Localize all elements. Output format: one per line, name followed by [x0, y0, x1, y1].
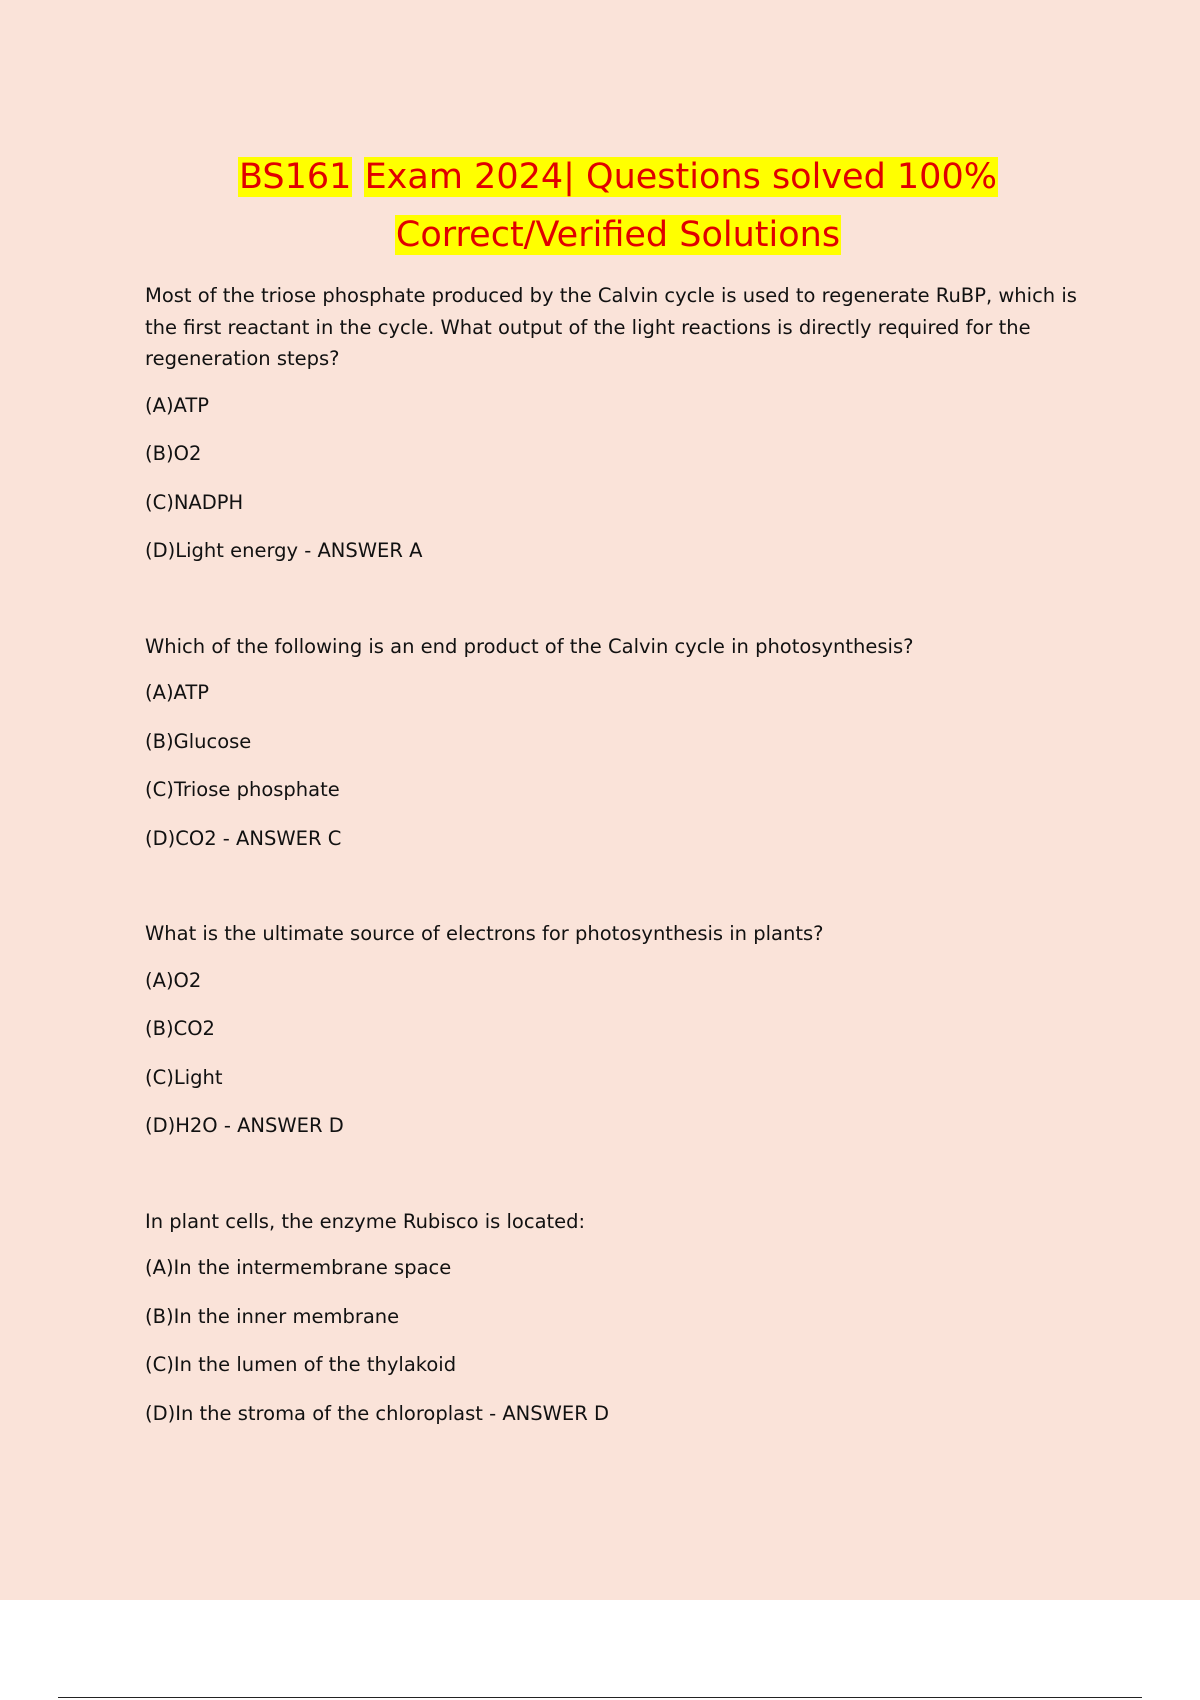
question-spacer: [145, 584, 1095, 631]
title-line-2: [0, 206, 1200, 264]
title-solutions-text: Correct/Verified Solutions: [395, 215, 841, 255]
option-d-answer: (D)In the stroma of the chloroplast - ANSWER D: [145, 1401, 610, 1425]
option-a: (A)In the intermembrane space: [145, 1256, 452, 1279]
question-text: What is the ultimate source of electrons for photosynthesis in plants?: [145, 922, 824, 945]
option-a: (A)ATP: [145, 681, 210, 704]
question-4: [145, 1206, 1095, 1430]
title-line-1: [0, 148, 1200, 206]
option-b: (B)CO2: [145, 1017, 215, 1040]
option-a: (A)ATP: [145, 393, 210, 417]
question-text: In plant cells, the enzyme Rubisco is located:: [145, 1209, 586, 1233]
option-c: (C)Light: [145, 1065, 223, 1089]
option-c: (C)NADPH: [145, 490, 244, 514]
option-c: (C)Triose phosphate: [145, 778, 340, 801]
question-text: Which of the following is an end product of the Calvin cycle in photosynthesis?: [145, 634, 914, 658]
option-a: (A)O2: [145, 968, 202, 992]
document-title: [0, 148, 1200, 264]
question-1: [145, 280, 1095, 567]
question-spacer: [145, 1159, 1095, 1206]
option-b: (B)O2: [145, 442, 202, 465]
footer-divider: [58, 1697, 1142, 1698]
option-d-answer: (D)CO2 - ANSWER C: [145, 826, 342, 850]
question-text: Most of the triose phosphate produced by the Calvin cycle is used to regenerate RuBP, which is the first reactant in the cycle. What output of the light reactions is directly required for the regeneration steps?: [145, 284, 1077, 370]
question-2: [145, 631, 1095, 855]
title-course-code: BS161: [239, 157, 352, 197]
title-exam-text: Exam 2024| Questions solved 100%: [364, 157, 997, 197]
option-d-answer: (D)Light energy - ANSWER A: [145, 539, 423, 562]
option-b: (B)In the inner membrane: [145, 1304, 400, 1328]
option-d-answer: (D)H2O - ANSWER D: [145, 1114, 344, 1137]
question-3: [145, 918, 1095, 1142]
question-spacer: [145, 871, 1095, 918]
question-list: [145, 280, 1095, 1446]
option-c: (C)In the lumen of the thylakoid: [145, 1353, 457, 1376]
option-b: (B)Glucose: [145, 729, 252, 753]
